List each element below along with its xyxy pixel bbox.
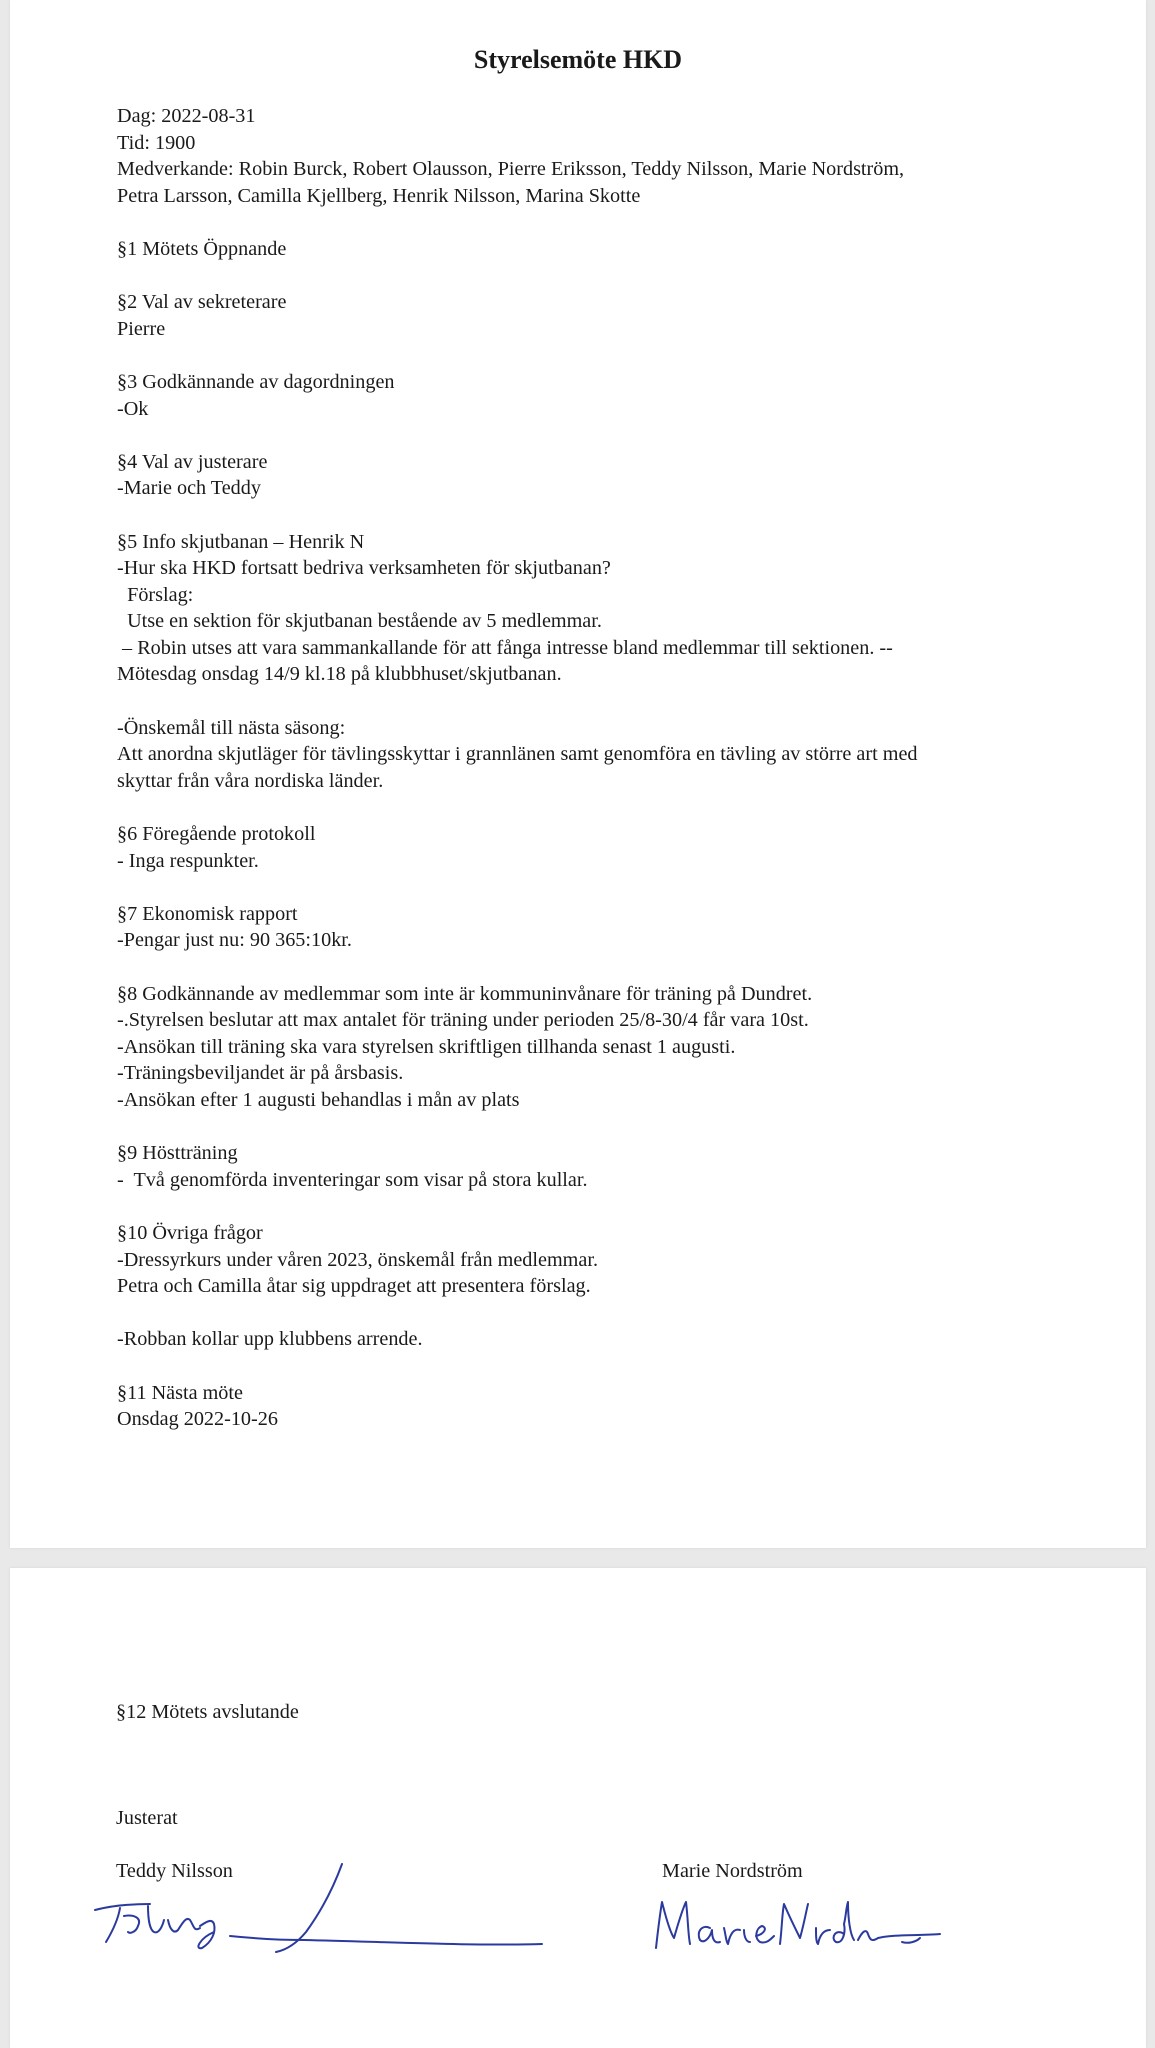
section-line: Petra och Camilla åtar sig uppdraget att presentera förslag.	[117, 1275, 591, 1298]
adjusted-label: Justerat	[116, 1807, 178, 1829]
signer-right-name: Marie Nordström	[662, 1860, 803, 1882]
section-line: -Träningsbeviljandet är på årsbasis.	[117, 1062, 404, 1085]
paragraph-gap	[117, 1114, 1077, 1141]
paragraph-gap	[117, 688, 1077, 715]
section-heading: §1 Mötets Öppnande	[117, 237, 287, 260]
closing-section: §12 Mötets avslutande	[116, 1701, 299, 1723]
meeting-date: Dag: 2022-08-31	[117, 105, 256, 127]
section-heading: §4 Val av justerare	[117, 450, 268, 473]
signature-marie-nordstrom	[640, 1888, 960, 1958]
section-line: Att anordna skjutläger för tävlingsskyttar i grannlänen samt genomföra en tävling av större art med	[117, 743, 918, 766]
section-line: - Inga respunkter.	[117, 849, 259, 872]
paragraph-gap	[117, 794, 1077, 821]
section-line: - Två genomförda inventeringar som visar på stora kullar.	[117, 1168, 588, 1191]
section-heading: -Robban kollar upp klubbens arrende.	[117, 1328, 423, 1351]
paragraph-gap	[117, 263, 1077, 290]
paragraph-gap	[117, 502, 1077, 529]
minutes-body	[117, 103, 1077, 1433]
participants-line: Medverkande: Robin Burck, Robert Olausson, Pierre Eriksson, Teddy Nilsson, Marie Nordström,	[117, 158, 905, 181]
section-line: Förslag:	[117, 583, 194, 606]
section-line: -Hur ska HKD fortsatt bedriva verksamheten för skjutbanan?	[117, 557, 611, 580]
document-page-2	[10, 1568, 1146, 2048]
section-line: skyttar från våra nordiska länder.	[117, 769, 384, 792]
paragraph-gap	[117, 422, 1077, 449]
section-line: Mötesdag onsdag 14/9 kl.18 på klubbhuset/skjutbanan.	[117, 663, 562, 686]
signature-teddy-nilsson	[90, 1858, 550, 1968]
section-line: -Marie och Teddy	[117, 477, 261, 500]
paragraph-gap	[117, 874, 1077, 901]
section-heading: §5 Info skjutbanan – Henrik N	[117, 530, 365, 553]
section-line: -Dressyrkurs under våren 2023, önskemål från medlemmar.	[117, 1248, 598, 1271]
signer-left-name: Teddy Nilsson	[116, 1860, 233, 1882]
section-heading: §11 Nästa möte	[117, 1381, 243, 1404]
paragraph-gap	[117, 954, 1077, 981]
section-heading: §7 Ekonomisk rapport	[117, 902, 298, 925]
section-heading: §10 Övriga frågor	[117, 1221, 263, 1244]
section-line: -Ansökan efter 1 augusti behandlas i mån av plats	[117, 1088, 520, 1111]
section-heading: §9 Höstträning	[117, 1142, 238, 1165]
participants-line: Petra Larsson, Camilla Kjellberg, Henrik Nilsson, Marina Skotte	[117, 184, 641, 207]
section-line: Onsdag 2022-10-26	[117, 1408, 278, 1431]
section-line: Utse en sektion för skjutbanan bestående av 5 medlemmar.	[117, 610, 602, 633]
section-heading: §3 Godkännande av dagordningen	[117, 370, 395, 393]
section-line: -.Styrelsen beslutar att max antalet för träning under perioden 25/8-30/4 får vara 10st.	[117, 1009, 809, 1032]
paragraph-gap	[117, 1193, 1077, 1220]
paragraph-gap	[117, 1353, 1077, 1380]
section-line: -Pengar just nu: 90 365:10kr.	[117, 929, 352, 952]
paragraph-gap	[117, 209, 1077, 236]
paragraph-gap	[117, 342, 1077, 369]
section-line: Pierre	[117, 317, 166, 340]
section-heading: -Önskemål till nästa säsong:	[117, 716, 346, 739]
section-heading: §6 Föregående protokoll	[117, 823, 316, 846]
section-line: -Ansökan till träning ska vara styrelsen skriftligen tillhanda senast 1 augusti.	[117, 1035, 736, 1058]
document-title: Styrelsemöte HKD	[473, 45, 683, 74]
section-heading: §2 Val av sekreterare	[117, 291, 287, 314]
paragraph-gap	[117, 1300, 1077, 1327]
meeting-time: Tid: 1900	[117, 131, 196, 154]
section-line: – Robin utses att vara sammankallande för att fånga intresse bland medlemmar till sektionen. --	[117, 636, 893, 659]
document-page-1	[10, 0, 1146, 1548]
section-line: -Ok	[117, 397, 149, 420]
section-heading: §8 Godkännande av medlemmar som inte är kommuninvånare för träning på Dundret.	[117, 982, 813, 1005]
